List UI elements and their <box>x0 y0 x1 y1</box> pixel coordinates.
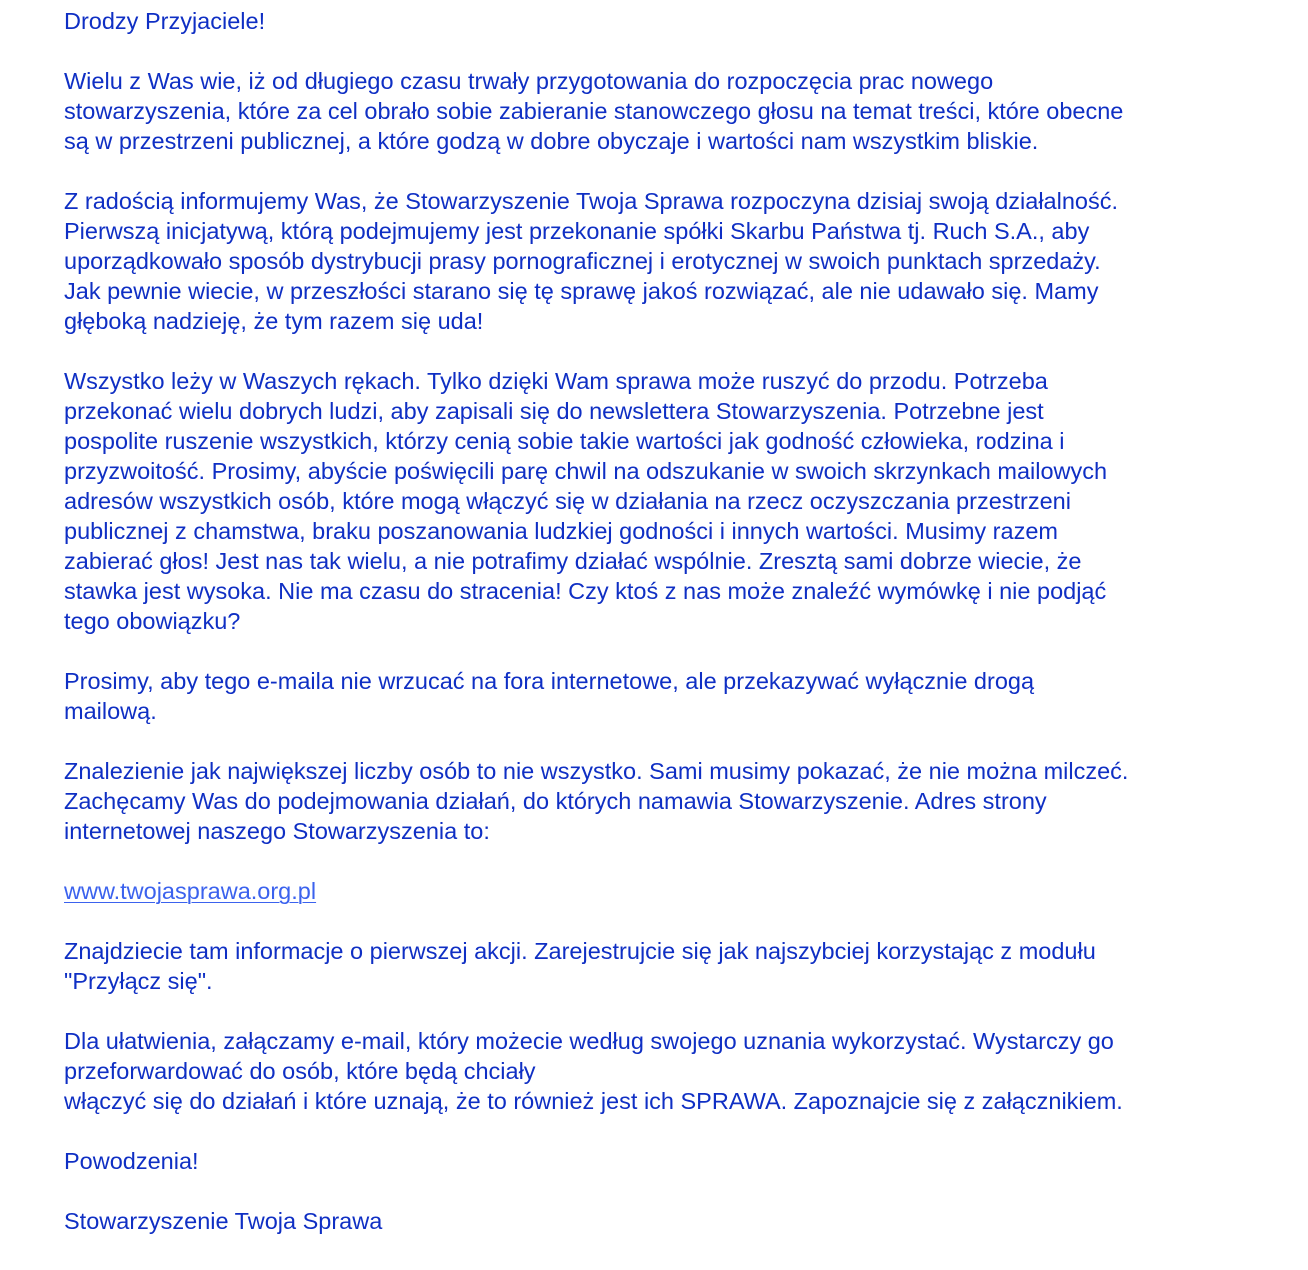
paragraph-website-intro <box>64 756 1264 846</box>
paragraph-spacer <box>64 36 1264 66</box>
paragraph-line: Wszystko leży w Waszych rękach. Tylko dzięki Wam sprawa może ruszyć do przodu. Potrzeba <box>64 368 1048 394</box>
paragraph-spacer <box>64 1116 1264 1146</box>
greeting: Drodzy Przyjaciele! <box>64 8 266 34</box>
paragraph-spacer <box>64 336 1264 366</box>
paragraph-spacer <box>64 846 1264 876</box>
paragraph-line: zabierać głos! Jest nas tak wielu, a nie potrafimy działać wspólnie. Zresztą sami dobrze wiecie, że <box>64 548 1082 574</box>
paragraph-line: pospolite ruszenie wszystkich, którzy cenią sobie takie wartości jak godność człowieka, rodzina i <box>64 428 1065 454</box>
paragraph-line: przyzwoitość. Prosimy, abyście poświęcili parę chwil na odszukanie w swoich skrzynkach mailowych <box>64 458 1108 484</box>
paragraph-spacer <box>64 996 1264 1026</box>
paragraph-spacer <box>64 1176 1264 1206</box>
paragraph-line: głęboką nadzieję, że tym razem się uda! <box>64 308 484 334</box>
paragraph-line: Z radością informujemy Was, że Stowarzyszenie Twoja Sprawa rozpoczyna dzisiaj swoją działalność. <box>64 188 1119 214</box>
paragraph-line: Prosimy, aby tego e-maila nie wrzucać na fora internetowe, ale przekazywać wyłącznie drogą <box>64 668 1035 694</box>
signature: Stowarzyszenie Twoja Sprawa <box>64 1208 383 1234</box>
paragraph-line: mailową. <box>64 698 157 724</box>
paragraph-line: Wielu z Was wie, iż od długiego czasu trwały przygotowania do rozpoczęcia prac nowego <box>64 68 994 94</box>
email-body <box>64 6 1264 1236</box>
paragraph-spacer <box>64 636 1264 666</box>
paragraph-spacer <box>64 726 1264 756</box>
paragraph-line: włączyć się do działań i które uznają, że to również jest ich SPRAWA. Zapoznajcie się z załącznikiem. <box>64 1088 1123 1114</box>
paragraph-line: są w przestrzeni publicznej, a które godzą w dobre obyczaje i wartości nam wszystkim bliskie. <box>64 128 1039 154</box>
paragraph-line: tego obowiązku? <box>64 608 241 634</box>
paragraph-forwarding-request <box>64 666 1264 726</box>
paragraph-line: internetowej naszego Stowarzyszenia to: <box>64 818 490 844</box>
paragraph-line: "Przyłącz się". <box>64 968 213 994</box>
paragraph-line: Zachęcamy Was do podejmowania działań, do których namawia Stowarzyszenie. Adres strony <box>64 788 1047 814</box>
paragraph-attachment <box>64 1026 1264 1116</box>
paragraph-line: publicznej z chamstwa, braku poszanowania ludzkiej godności i innych wartości. Musimy razem <box>64 518 1058 544</box>
website-link[interactable]: www.twojasprawa.org.pl <box>64 878 317 904</box>
paragraph-line: Dla ułatwienia, załączamy e-mail, który możecie według swojego uznania wykorzystać. Wystarczy go <box>64 1028 1114 1054</box>
paragraph-line: uporządkowało sposób dystrybucji prasy pornograficznej i erotycznej w swoich punktach sprzedaży. <box>64 248 1101 274</box>
website-link-line <box>64 876 1264 906</box>
paragraph-registration <box>64 936 1264 996</box>
paragraph-line: Jak pewnie wiecie, w przeszłości starano się tę sprawę jakoś rozwiązać, ale nie udawało się. Mamy <box>64 278 1099 304</box>
paragraph-line: stawka jest wysoka. Nie ma czasu do stracenia! Czy ktoś z nas może znaleźć wymówkę i nie podjąć <box>64 578 1107 604</box>
paragraph-spacer <box>64 906 1264 936</box>
paragraph-spacer <box>64 156 1264 186</box>
paragraph-line: Pierwszą inicjatywą, którą podejmujemy jest przekonanie spółki Skarbu Państwa tj. Ruch S.A., aby <box>64 218 1090 244</box>
paragraph-line: adresów wszystkich osób, które mogą włączyć się w działania na rzecz oczyszczania przestrzeni <box>64 488 1071 514</box>
paragraph-line: przekonać wielu dobrych ludzi, aby zapisali się do newslettera Stowarzyszenia. Potrzebne jest <box>64 398 1044 424</box>
paragraph-line: Znalezienie jak największej liczby osób to nie wszystko. Sami musimy pokazać, że nie można milczeć. <box>64 758 1129 784</box>
paragraph-line: Znajdziecie tam informacje o pierwszej akcji. Zarejestrujcie się jak najszybciej korzystając z modułu <box>64 938 1096 964</box>
paragraph-announcement <box>64 186 1264 336</box>
paragraph-line: przeforwardować do osób, które będą chciały <box>64 1058 536 1084</box>
paragraph-intro <box>64 66 1264 156</box>
closing: Powodzenia! <box>64 1148 199 1174</box>
paragraph-line: stowarzyszenia, które za cel obrało sobie zabieranie stanowczego głosu na temat treści, które obecne <box>64 98 1124 124</box>
paragraph-call-to-action <box>64 366 1264 636</box>
